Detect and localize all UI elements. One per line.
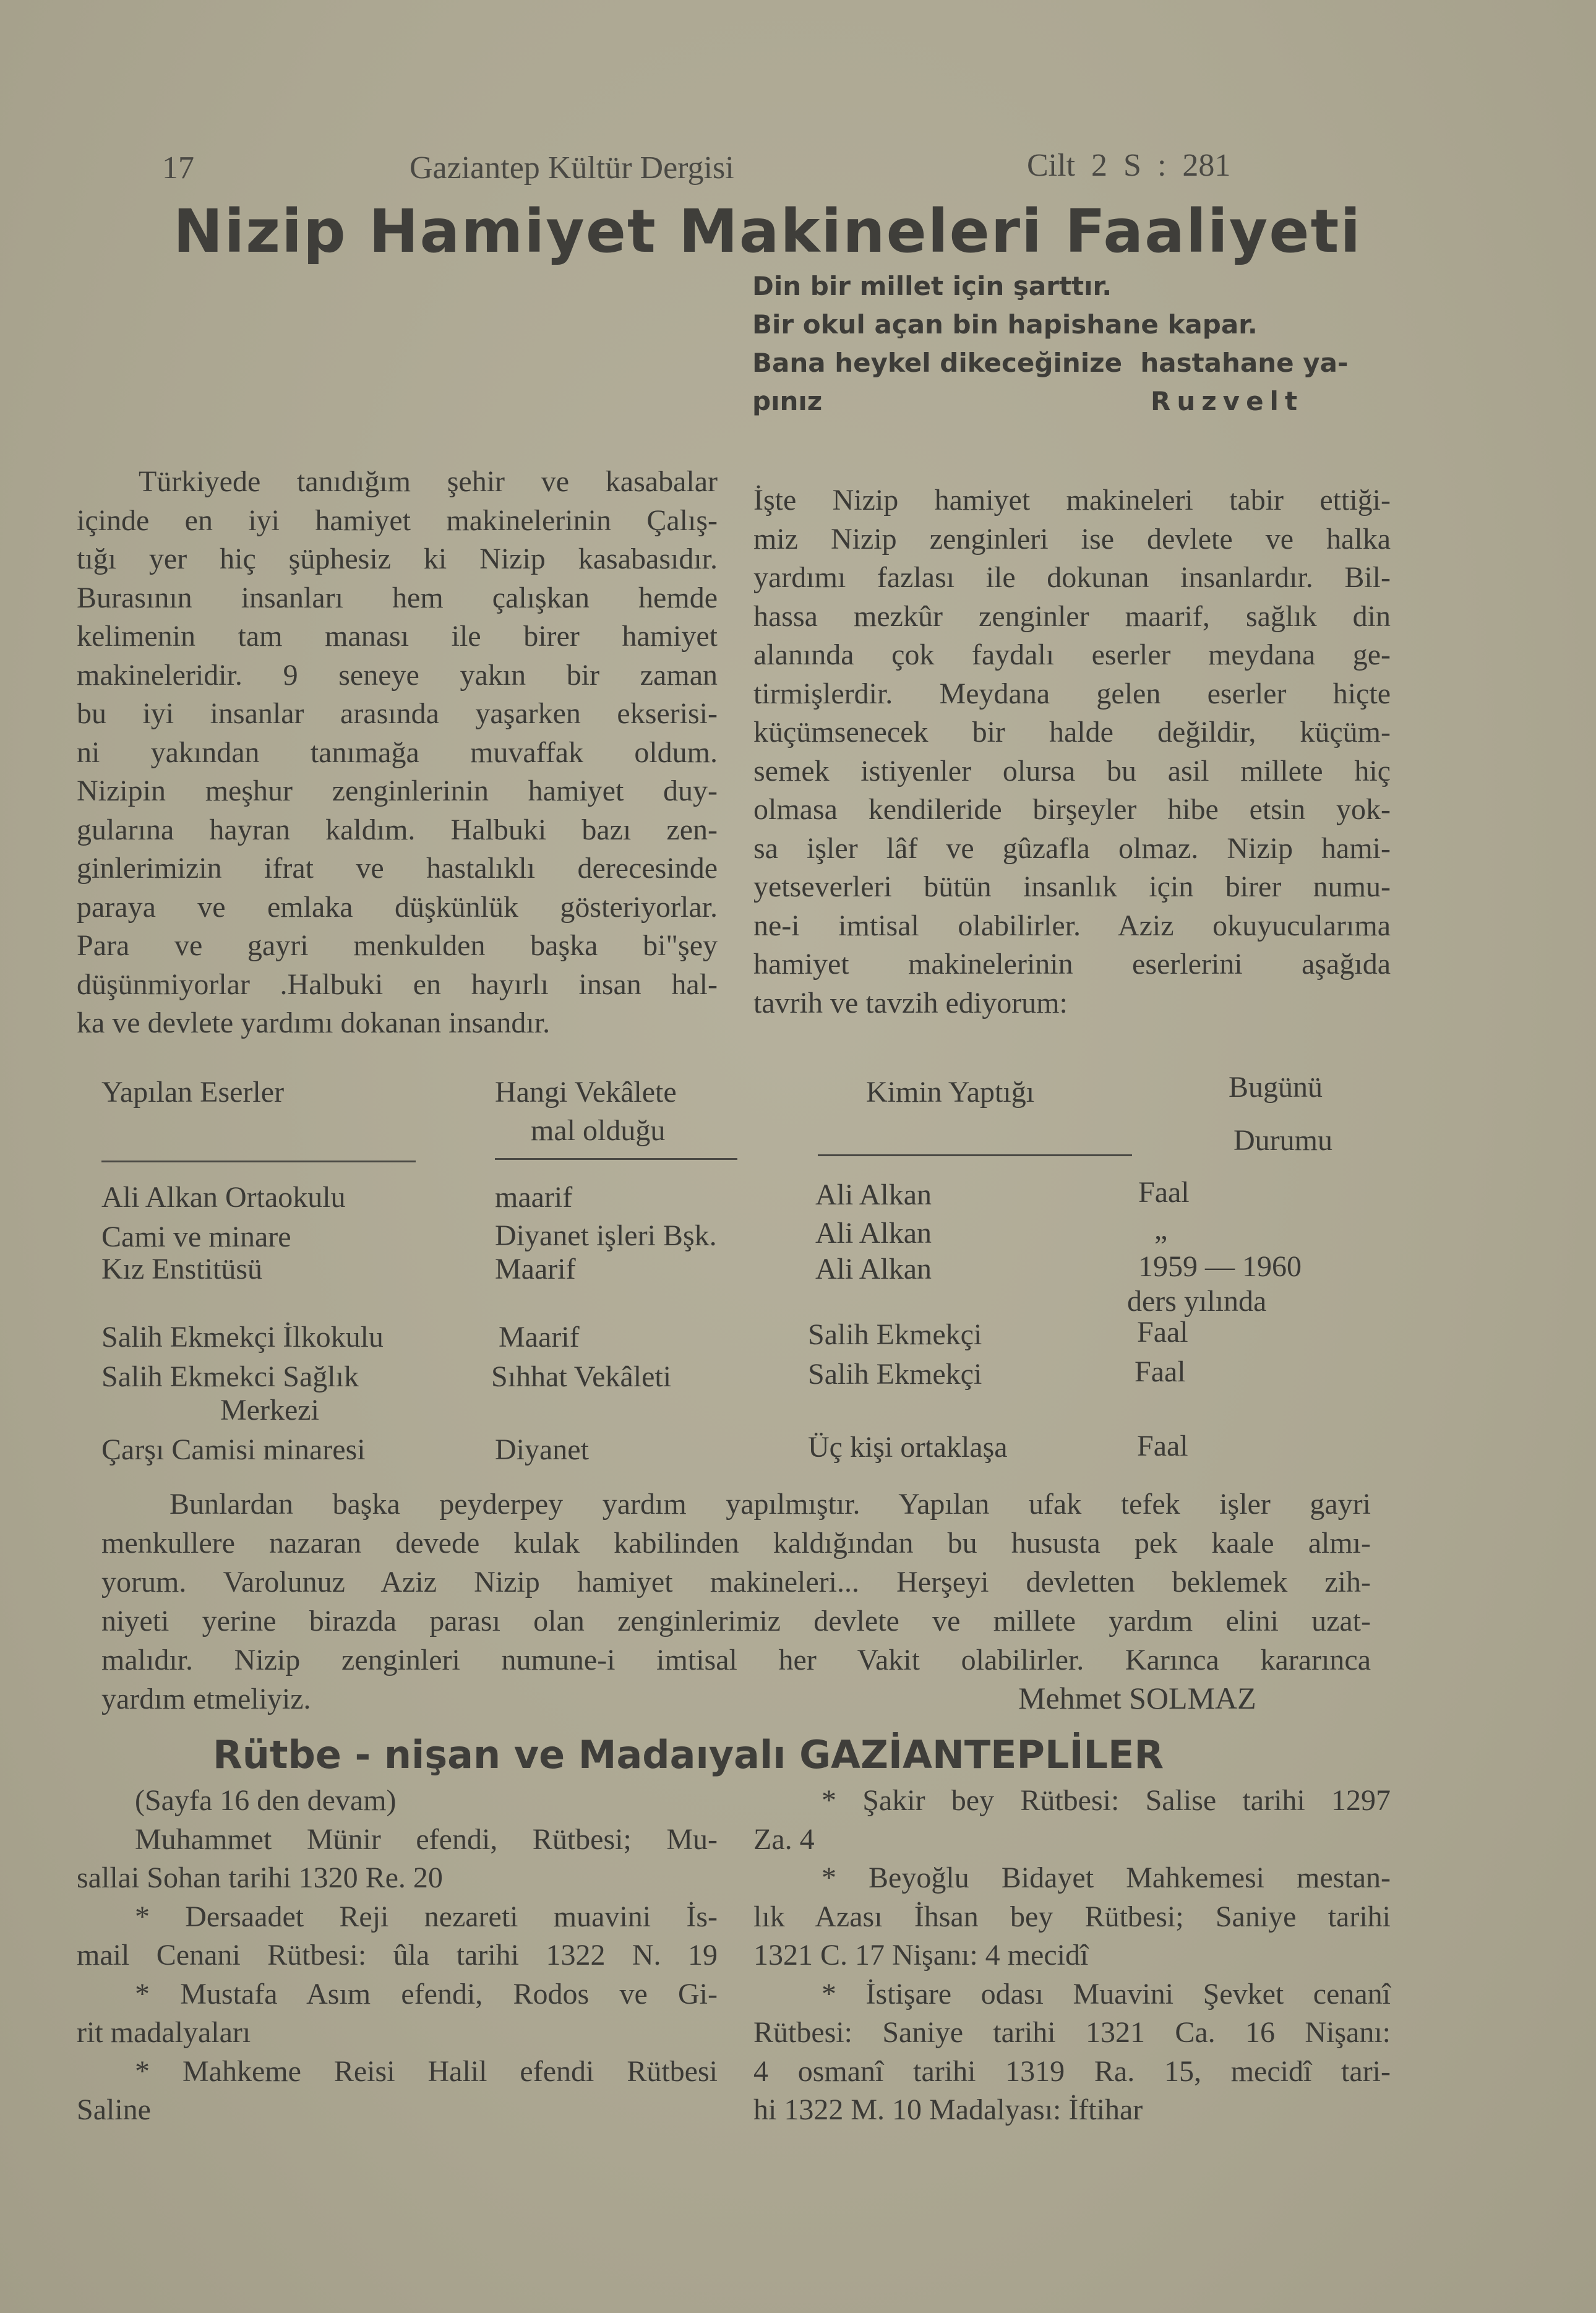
paragraph-line: gularına hayran kaldım. Halbuki bazı zen-	[77, 813, 718, 846]
paragraph-line: ni yakından tanımağa muvaffak oldum.	[77, 736, 718, 769]
paragraph-line: ne-i imtisal olabilirler. Aziz okuyucularıma	[753, 909, 1391, 942]
paragraph-line: paraya ve emlaka düşkünlük gösteriyorlar.	[77, 890, 718, 924]
paragraph-line: tirmişlerdir. Meydana gelen eserler hiçte	[753, 677, 1391, 710]
paragraph-line: * Mustafa Asım efendi, Rodos ve Gi-	[135, 1977, 718, 2010]
journal-name: Gaziantep Kültür Dergisi	[410, 150, 734, 186]
issue-info: Cilt 2 S : 281	[1027, 148, 1231, 183]
paragraph-line: tığı yer hiç şüphesiz ki Nizip kasabasıdır.	[77, 543, 718, 575]
col-header-status-2: Durumu	[1233, 1124, 1332, 1157]
paragraph-line: yorum. Varolunuz Aziz Nizip hamiyet makineleri... Herşeyi devletten beklemek zih-	[101, 1566, 1371, 1599]
paragraph-line: (Sayfa 16 den devam)	[135, 1784, 397, 1817]
table-cell-who: Salih Ekmekçi	[808, 1358, 982, 1391]
paragraph-line: düşünmiyorlar .Halbuki en hayırlı insan hal-	[77, 968, 718, 1001]
paragraph-line: yardımı fazlası ile dokunan insanlardır. Bil-	[753, 561, 1391, 594]
paragraph-line: * Şakir bey Rütbesi: Salise tarihi 1297	[822, 1784, 1391, 1817]
paragraph-line: Muhammet Münir efendi, Rütbesi; Mu-	[135, 1822, 718, 1856]
motto-line-2: Bir okul açan bin hapishane kapar.	[752, 309, 1258, 340]
page-number: 17	[162, 150, 194, 186]
paragraph-line: hi 1322 M. 10 Madalyası: İftihar	[753, 2093, 1143, 2126]
article-title: Nizip Hamiyet Makineleri Faaliyeti	[173, 197, 1362, 266]
paragraph-line: bu iyi insanlar arasında yaşarken ekserisi-	[77, 697, 718, 730]
table-cell-work: Salih Ekmekci Sağlık	[101, 1360, 359, 1393]
paragraph-line: küçümsenecek bir halde değildir, küçüm-	[753, 716, 1391, 749]
table-cell-status-2: ders yılında	[1127, 1285, 1267, 1318]
paragraph-line: Bunlardan başka peyderpey yardım yapılmıştır. Yapılan ufak tefek işler gayri	[169, 1488, 1371, 1521]
paragraph-line: sallai Sohan tarihi 1320 Re. 20	[77, 1861, 443, 1894]
paragraph-line: Türkiyede tanıdığım şehir ve kasabalar	[139, 465, 718, 498]
paragraph-line: lık Azası İhsan bey Rütbesi; Saniye tarihi	[753, 1900, 1391, 1933]
table-cell-status: „	[1154, 1213, 1168, 1246]
paragraph-line: * İstişare odası Muavini Şevket cenanî	[822, 1977, 1391, 2010]
table-cell-ministry: maarif	[495, 1181, 573, 1214]
paragraph-line: 4 osmanî tarihi 1319 Ra. 15, mecidî tari-	[753, 2054, 1391, 2088]
table-cell-who: Ali Alkan	[815, 1253, 932, 1285]
paragraph-line: * Dersaadet Reji nezareti muavini İs-	[135, 1900, 718, 1933]
col-header-works: Yapılan Eserler	[101, 1076, 285, 1109]
motto-line-4: pınız	[752, 386, 823, 416]
table-cell-status: Faal	[1135, 1355, 1186, 1388]
motto-author: Ruzvelt	[1151, 386, 1304, 416]
signature: Mehmet SOLMAZ	[1018, 1681, 1256, 1715]
paragraph-line: rit madalyaları	[77, 2016, 251, 2049]
paragraph-line: içinde en iyi hamiyet makinelerinin Çalış-	[77, 504, 718, 537]
col-header-ministry: Hangi Vekâlete	[495, 1076, 677, 1109]
left-paragraph	[77, 463, 718, 1043]
paragraph-line: yardım etmeliyiz.	[101, 1683, 311, 1715]
paragraph-line: hassa mezkûr zenginler maarif, sağlık din	[753, 599, 1391, 633]
col-header-ministry-2: mal olduğu	[531, 1114, 666, 1147]
table-cell-work: Salih Ekmekçi İlkokulu	[101, 1321, 384, 1354]
paragraph-line: olmasa kendileride birşeyler hibe etsin yok-	[753, 793, 1391, 826]
table-cell-ministry: Maarif	[495, 1253, 576, 1285]
header-rule-1	[101, 1161, 416, 1162]
motto-line-3: Bana heykel dikeceğinize hastahane ya-	[752, 348, 1349, 378]
table-cell-status: Faal	[1137, 1316, 1188, 1349]
col-header-who: Kimin Yaptığı	[866, 1076, 1035, 1109]
paragraph-line: makineleridir. 9 seneye yakın bir zaman	[77, 658, 718, 692]
table-cell-who: Ali Alkan	[815, 1178, 932, 1211]
paragraph-line: yetseverleri bütün insanlık için birer numu-	[753, 870, 1391, 903]
motto-line-1: Din bir millet için şarttır.	[752, 271, 1112, 301]
paragraph-line: Saline	[77, 2093, 151, 2126]
paragraph-line: mail Cenani Rütbesi: ûla tarihi 1322 N. 19	[77, 1939, 718, 1972]
paragraph-line: Para ve gayri menkulden başka bi"şey	[77, 929, 718, 962]
table-cell-who: Salih Ekmekçi	[808, 1318, 982, 1351]
paragraph-line: * Beyoğlu Bidayet Mahkemesi mestan-	[822, 1861, 1391, 1894]
paragraph-line: sa işler lâf ve gûzafla olmaz. Nizip hami-	[753, 831, 1391, 865]
col-header-status: Bugünü	[1229, 1071, 1323, 1104]
table-cell-who: Ali Alkan	[815, 1217, 932, 1250]
table-cell-work: Kız Enstitüsü	[101, 1253, 262, 1285]
paragraph-line: kelimenin tam manası ile birer hamiyet	[77, 620, 718, 653]
paragraph-line: alanında çok faydalı eserler meydana ge-	[753, 638, 1391, 671]
paragraph-line: niyeti yerine birazda parası olan zenginlerimiz devlete ve millete yardım elini uzat-	[101, 1605, 1371, 1637]
paragraph-line: Nizipin meşhur zenginlerinin hamiyet duy-	[77, 775, 718, 807]
paragraph-line: İşte Nizip hamiyet makineleri tabir ettiği-	[753, 484, 1391, 517]
paragraph-line: Burasının insanları hem çalışkan hemde	[77, 581, 718, 614]
paragraph-line: miz Nizip zenginleri ise devlete ve halka	[753, 522, 1391, 556]
table-cell-ministry: Maarif	[499, 1321, 580, 1354]
table-cell-ministry: Sıhhat Vekâleti	[491, 1360, 672, 1393]
table-cell-work-2: Merkezi	[220, 1394, 319, 1427]
table-cell-work: Ali Alkan Ortaokulu	[101, 1181, 346, 1214]
paragraph-line: ka ve devlete yardımı dokanan insandır.	[77, 1006, 551, 1039]
table-cell-who: Üç kişi ortaklaşa	[808, 1431, 1008, 1464]
paragraph-line: malıdır. Nizip zenginleri numune-i imtisal her Vakit olabilirler. Karınca kararınca	[101, 1644, 1371, 1676]
table-cell-status: Faal	[1137, 1430, 1188, 1462]
table-cell-ministry: Diyanet	[495, 1433, 589, 1466]
right-paragraph	[753, 481, 1391, 1023]
paragraph-line: Rütbesi: Saniye tarihi 1321 Ca. 16 Nişanı:	[753, 2016, 1391, 2049]
paragraph-line: menkullere nazaran devede kulak kabilinden kaldığından bu hususta pek kaale almı-	[101, 1527, 1371, 1560]
table-cell-work: Çarşı Camisi minaresi	[101, 1433, 366, 1466]
header-rule-2	[495, 1158, 737, 1160]
paragraph-line: semek istiyenler olursa bu asil millete hiç	[753, 754, 1391, 787]
section2-right	[753, 1782, 1391, 2130]
section2-left	[77, 1782, 718, 2130]
paragraph-line: 1321 C. 17 Nişanı: 4 mecidî	[753, 1939, 1089, 1972]
paragraph-line: Za. 4	[753, 1822, 815, 1856]
paragraph-line: * Mahkeme Reisi Halil efendi Rütbesi	[135, 2054, 718, 2088]
paragraph-line: tavrih ve tavzih ediyorum:	[753, 986, 1068, 1019]
table-cell-work: Cami ve minare	[101, 1221, 291, 1253]
table-cell-status: 1959 — 1960	[1138, 1250, 1302, 1283]
table-cell-ministry: Diyanet işleri Bşk.	[495, 1219, 717, 1252]
paragraph-line: hamiyet makinelerinin eserlerini aşağıda	[753, 948, 1391, 981]
section-title: Rütbe - nişan ve Madaıyalı GAZİANTEPLİLER	[213, 1732, 1164, 1777]
header-rule-3	[818, 1154, 1132, 1156]
paragraph-line: ginlerimizin ifrat ve hastalıklı derecesinde	[77, 852, 718, 885]
table-cell-status: Faal	[1138, 1176, 1190, 1209]
